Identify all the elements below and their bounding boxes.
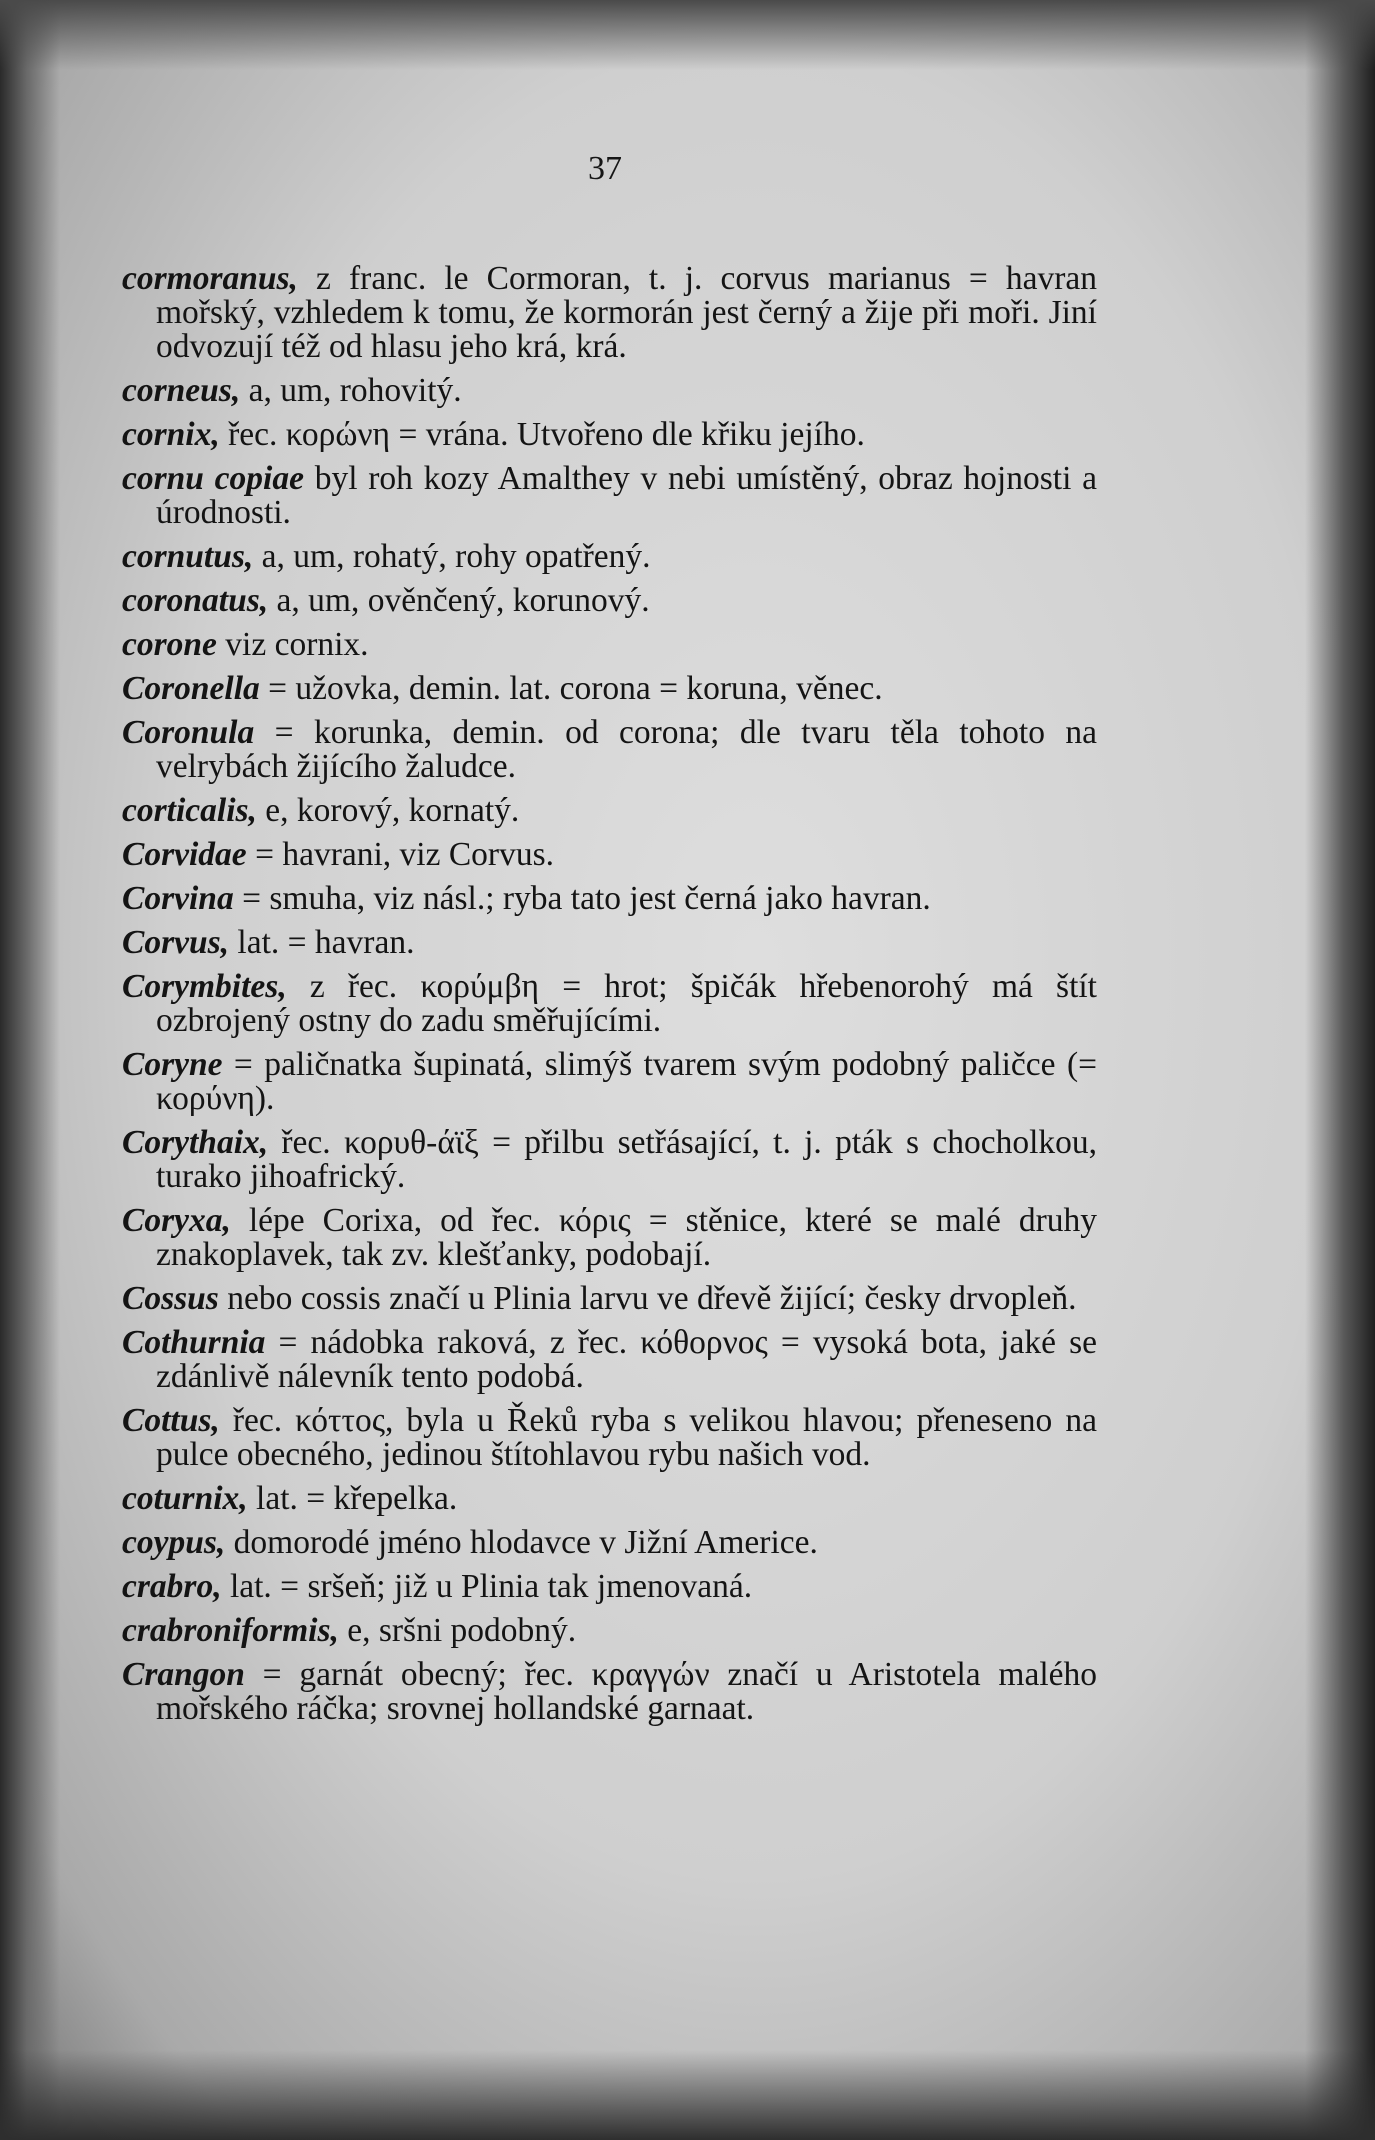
- entry-text: = paličnatka šupinatá, slimýš tvarem svým podobný paličce (= κορύνη).: [156, 1046, 1097, 1117]
- scan-shadow-right: [1305, 0, 1375, 2140]
- entry-term: cormoranus,: [122, 260, 298, 297]
- entry-text: lat. = křepelka.: [247, 1480, 458, 1517]
- entry-text: = smuha, viz násl.; ryba tato jest černá jako havran.: [233, 880, 931, 917]
- entry-term: Cothurnia: [122, 1324, 266, 1361]
- entry-term: Coryne: [122, 1046, 223, 1083]
- entry-term: cornix,: [122, 416, 220, 453]
- entry-term: Coronula: [122, 714, 255, 751]
- scan-shadow-left: [0, 0, 60, 2140]
- entry-term: Corvina: [122, 880, 234, 917]
- entry: [122, 672, 1097, 706]
- entry-term: coypus,: [122, 1524, 226, 1561]
- entry-text: z franc. le Cormoran, t. j. corvus marianus = havran mořský, vzhledem k tomu, že kormorán jest černý a žije při moři. Jiní odvozují též od hlasu jeho krá, krá.: [156, 260, 1097, 365]
- entry: [122, 882, 1097, 916]
- entry-term: corticalis,: [122, 792, 257, 829]
- entry-term: crabro,: [122, 1568, 222, 1605]
- entry-term: Corvidae: [122, 836, 247, 873]
- entry-text: nebo cossis značí u Plinia larvu ve dřevě žijící; česky drvopleň.: [218, 1280, 1077, 1317]
- entry: [122, 462, 1097, 530]
- entry-text: lat. = havran.: [229, 924, 415, 961]
- entry: [122, 1126, 1097, 1194]
- entry-text: domorodé jméno hlodavce v Jižní Americe.: [225, 1524, 818, 1561]
- entry-term: Crangon: [122, 1656, 245, 1693]
- entry: [122, 1482, 1097, 1516]
- scan-shadow-top: [0, 0, 1375, 70]
- entry-term: corneus,: [122, 372, 241, 409]
- entry-text: viz cornix.: [216, 626, 369, 663]
- entry-text: = korunka, demin. od corona; dle tvaru těla tohoto na velrybách žijícího žaludce.: [156, 714, 1097, 785]
- entry: [122, 1326, 1097, 1394]
- entry-term: crabroniformis,: [122, 1612, 339, 1649]
- entry-text: = nádobka raková, z řec. κόθορνος = vysoká bota, jaké se zdánlivě nálevník tento podobá.: [156, 1324, 1097, 1395]
- entry-term: coturnix,: [122, 1480, 248, 1517]
- entry: [122, 418, 1097, 452]
- entry-text: a, um, rohovitý.: [240, 372, 462, 409]
- entry: [122, 838, 1097, 872]
- entry: [122, 374, 1097, 408]
- entry-text: e, sršni podobný.: [338, 1612, 577, 1649]
- entry-term: cornu copiae: [122, 460, 304, 497]
- entry-text: = havrani, viz Corvus.: [246, 836, 554, 873]
- entry: [122, 1614, 1097, 1648]
- entry-text: řec. κορώνη = vrána. Utvořeno dle křiku jejího.: [219, 416, 865, 453]
- entry-text: řec. κορυθ-άϊξ = přilbu setřásající, t. j. pták s chocholkou, turako jihoafrický.: [156, 1124, 1097, 1195]
- entry-text: řec. κόττος, byla u Řeků ryba s velikou hlavou; přeneseno na pulce obecného, jedinou štítohlavou rybu našich vod.: [156, 1402, 1097, 1473]
- scan-shadow-bottom: [0, 2050, 1375, 2140]
- entry-text: a, um, rohatý, rohy opatřený.: [253, 538, 651, 575]
- entry-term: Coryxa,: [122, 1202, 231, 1239]
- entry: [122, 262, 1097, 364]
- entry-term: Corymbites,: [122, 968, 287, 1005]
- entry-term: Cossus: [122, 1280, 219, 1317]
- entry-term: corone: [122, 626, 217, 663]
- entry-text: lépe Corixa, od řec. κόρις = stěnice, které se malé druhy znakoplavek, tak zv. klešťanky, podobají.: [156, 1202, 1097, 1273]
- entry: [122, 1404, 1097, 1472]
- entry-term: coronatus,: [122, 582, 269, 619]
- entry: [122, 1570, 1097, 1604]
- entry: [122, 716, 1097, 784]
- entry: [122, 1048, 1097, 1116]
- entry: [122, 628, 1097, 662]
- entry-text: a, um, ověnčený, korunový.: [268, 582, 650, 619]
- entry: [122, 970, 1097, 1038]
- entry: [122, 1658, 1097, 1726]
- page-number: 37: [588, 150, 622, 187]
- entry-term: Cottus,: [122, 1402, 220, 1439]
- entry: [122, 1282, 1097, 1316]
- entry: [122, 540, 1097, 574]
- entry: [122, 1526, 1097, 1560]
- entry-text: = užovka, demin. lat. corona = koruna, věnec.: [259, 670, 883, 707]
- entry-text: z řec. κορύμβη = hrot; špičák hřebenorohý má štít ozbrojený ostny do zadu směřujícími.: [156, 968, 1097, 1039]
- entry-term: cornutus,: [122, 538, 254, 575]
- entry: [122, 584, 1097, 618]
- entry: [122, 926, 1097, 960]
- entry-text: byl roh kozy Amalthey v nebi umístěný, obraz hojnosti a úrodnosti.: [156, 460, 1097, 531]
- entry: [122, 1204, 1097, 1272]
- entry-text: lat. = sršeň; již u Plinia tak jmenovaná.: [221, 1568, 753, 1605]
- entry-term: Corythaix,: [122, 1124, 269, 1161]
- entry-term: Coronella: [122, 670, 260, 707]
- entry-text: e, korový, kornatý.: [256, 792, 520, 829]
- dictionary-entries: [122, 262, 1097, 1736]
- entry-text: = garnát obecný; řec. κραγγών značí u Aristotela malého mořského ráčka; srovnej hollandské garnaat.: [156, 1656, 1097, 1727]
- entry-term: Corvus,: [122, 924, 230, 961]
- entry: [122, 794, 1097, 828]
